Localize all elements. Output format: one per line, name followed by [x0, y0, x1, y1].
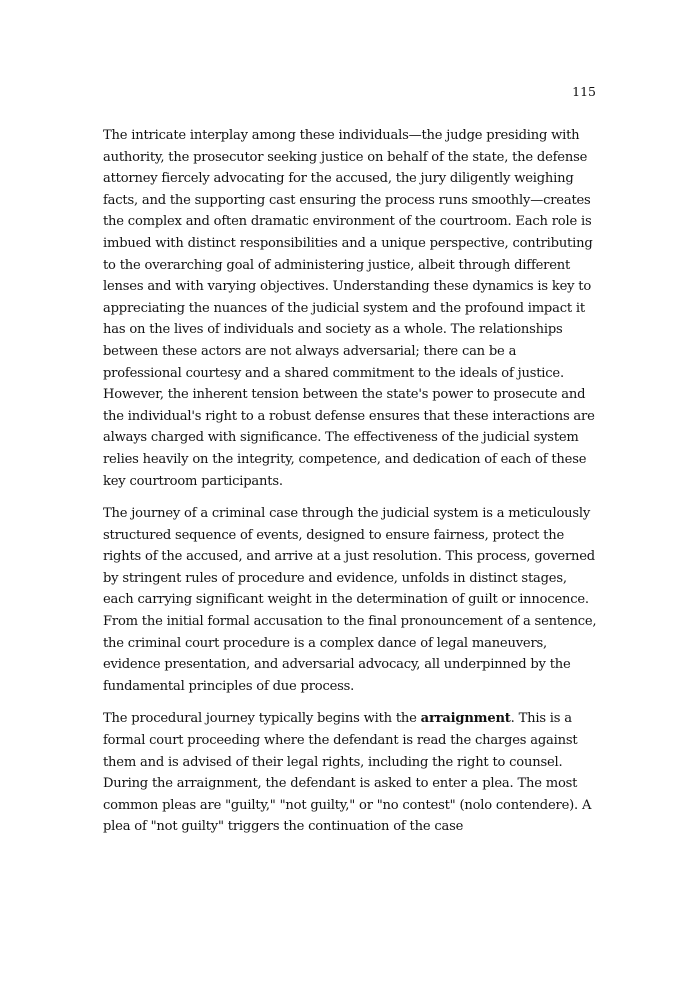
- arraignment-text-after: . This is a formal court proceeding where the defendant is read the charges against them and is advised of their legal rights, including the right to counsel. During the arraignment, the defendant is asked to enter a plea. The most common pleas are "guilty," "not guilty," or "no contest" (nolo contendere). A plea of "not guilty" triggers the continuation of the case: [103, 711, 592, 835]
- page-number: 115: [572, 84, 596, 99]
- paragraph-arraignment: [103, 708, 597, 838]
- arraignment-text-before: The procedural journey typically begins with the: [103, 711, 421, 727]
- paragraph-criminal-case-journey: The journey of a criminal case through the judicial system is a meticulously structured sequence of events, designed to ensure fairness, protect the rights of the accused, and arrive at a just resolution. This process, governed by stringent rules of procedure and evidence, unfolds in distinct stages, each carrying significant weight in the determination of guilt or innocence. From the initial formal accusation to the final pronouncement of a sentence, the criminal court procedure is a complex dance of legal maneuvers, evidence presentation, and adversarial advocacy, all underpinned by the fundamental principles of due process.: [103, 506, 597, 694]
- arraignment-term: arraignment: [420, 711, 511, 727]
- paragraph-courtroom-roles: The intricate interplay among these individuals—the judge presiding with authority, the prosecutor seeking justice on behalf of the state, the defense attorney fiercely advocating for the accused, the jury diligently weighing facts, and the supporting cast ensuring the process runs smoothly—creates the complex and often dramatic environment of the courtroom. Each role is imbued with distinct responsibilities and a unique perspective, contributing to the overarching goal of administering justice, albeit through different lenses and with varying objectives. Understanding these dynamics is key to appreciating the nuances of the judicial system and the profound impact it has on the lives of individuals and society as a whole. The relationships between these actors are not always adversarial; there can be a professional courtesy and a shared commitment to the ideals of justice. However, the inherent tension between the state's power to prosecute and the individual's right to a robust defense ensures that these interactions are always charged with significance. The effectiveness of the judicial system relies heavily on the integrity, competence, and dedication of each of these key courtroom participants.: [103, 128, 595, 489]
- body-text: [103, 125, 597, 849]
